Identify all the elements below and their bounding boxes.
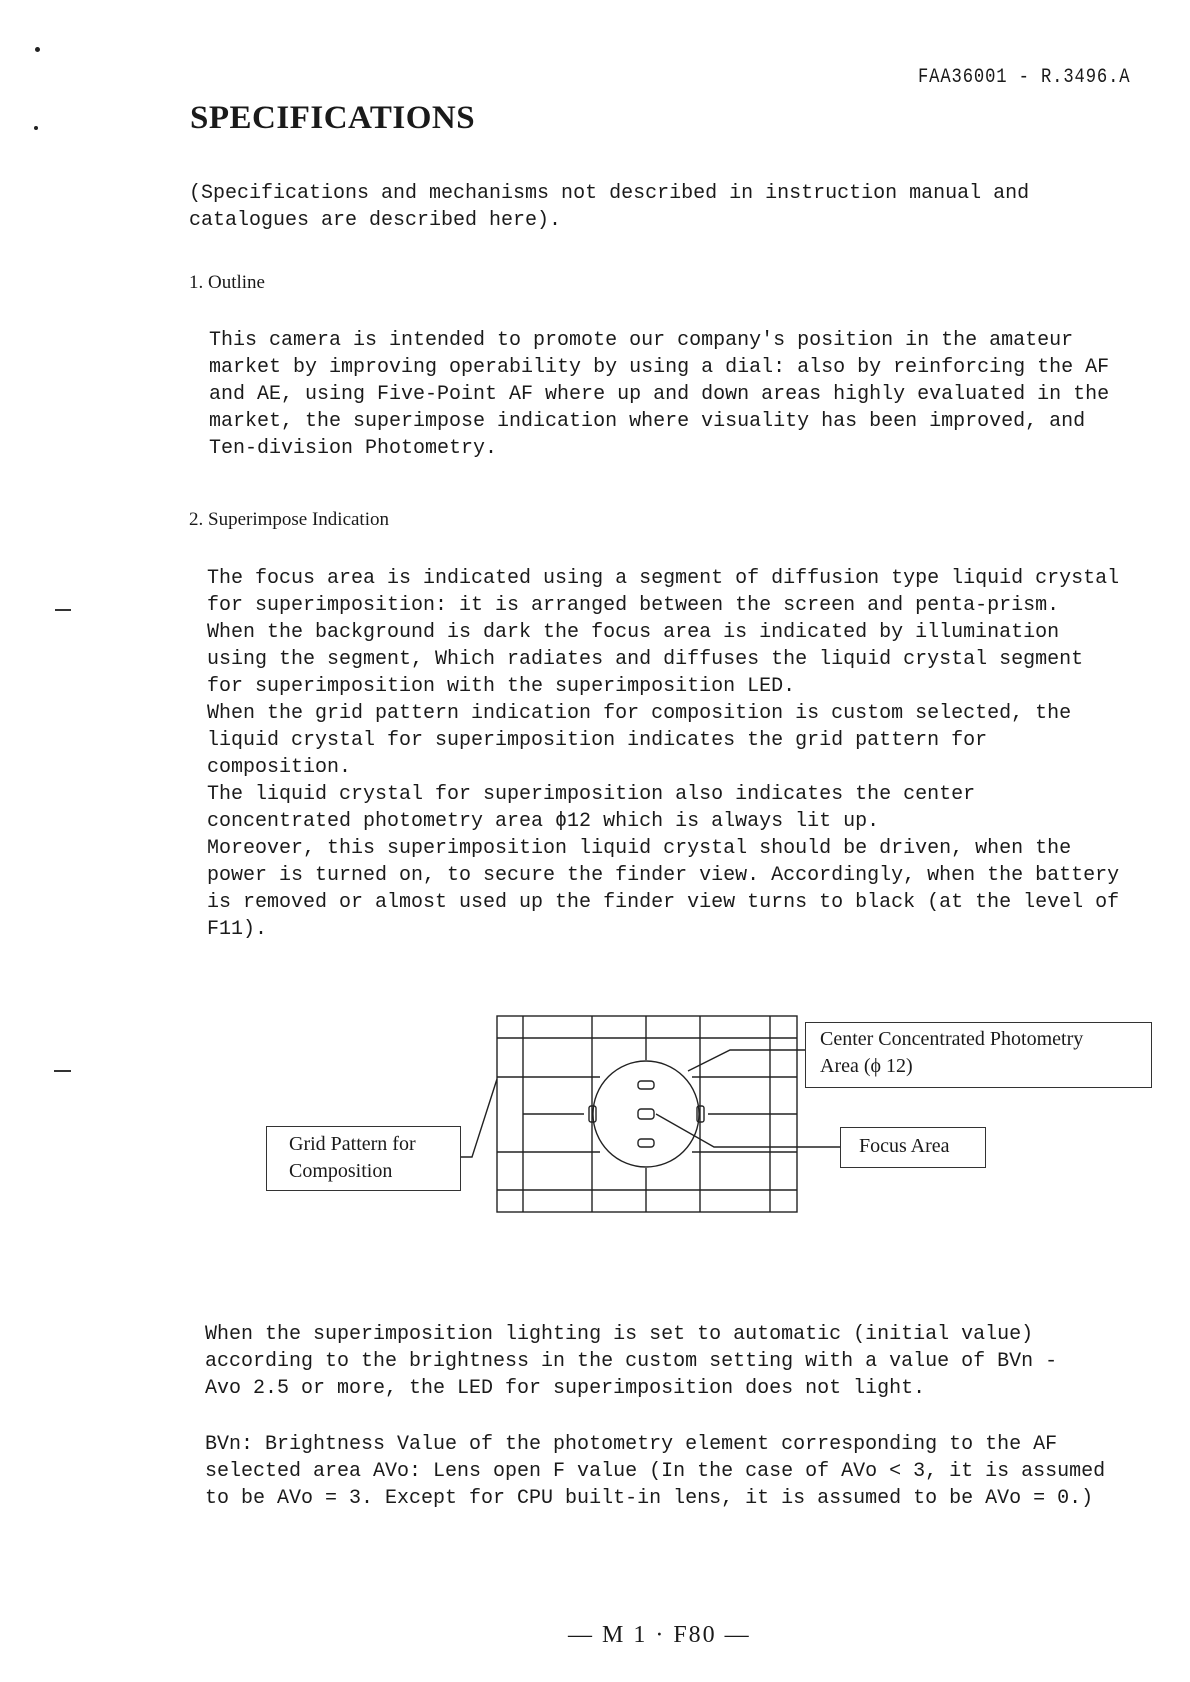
intro-text: (Specifications and mechanisms not described in instruction manual and catalogues are described here). <box>189 182 1030 232</box>
section-heading-superimpose: 2. Superimpose Indication <box>189 509 389 530</box>
superimpose-paragraph: The liquid crystal for superimposition also indicates the center concentrated photometry area ϕ12 which is always lit up. <box>207 783 976 833</box>
callout-grid-pattern <box>266 1126 461 1191</box>
superimpose-paragraph: The focus area is indicated using a segment of diffusion type liquid crystal for superimposition: it is arranged between the screen and penta-prism. <box>207 567 1120 617</box>
center-photometry-circle <box>593 1061 699 1167</box>
lighting-note: When the superimposition lighting is set to automatic (initial value) according to the brightness in the custom setting with a value of BVn - Avo 2.5 or more, the LED for superimposition does not light. <box>205 1323 1058 1400</box>
callout-grid-line2: Composition <box>289 1160 393 1182</box>
document-id: FAA36001 - R.3496.A <box>918 66 1131 89</box>
page-title: SPECIFICATIONS <box>190 100 476 136</box>
callout-center-photometry <box>805 1022 1152 1088</box>
callout-grid-line1: Grid Pattern for <box>289 1133 416 1155</box>
section-heading-outline: 1. Outline <box>189 272 265 293</box>
leader-center-photometry <box>688 1050 805 1071</box>
callout-focus-area <box>840 1127 986 1168</box>
bvn-definition: BVn: Brightness Value of the photometry element corresponding to the AF selected area AVo: Lens open F value (In the case of AVo < 3, it is assumed to be AVo = 3. Except for CPU built-in lens, it is assumed to be AVo = 0.) <box>205 1433 1106 1510</box>
page-footer: — M 1 · F80 — <box>568 1622 751 1648</box>
outline-body: This camera is intended to promote our company's position in the amateur market by improving operability by using a dial: also by reinforcing the AF and AE, using Five-Point AF where up and down areas highly evaluated in the market, the superimpose indication where visuality has been improved, and Ten-division Photometry. <box>209 329 1110 460</box>
callout-center-line1: Center Concentrated Photometry <box>820 1028 1084 1050</box>
leader-grid-pattern <box>461 1079 497 1157</box>
superimpose-paragraph: When the background is dark the focus area is indicated by illumination using the segment, Which radiates and diffuses the liquid crystal segment for superimposition with the superimposition LED. <box>207 621 1084 698</box>
superimpose-paragraph: When the grid pattern indication for composition is custom selected, the liquid crystal for superimposition indicates the grid pattern for composition. <box>207 702 1072 779</box>
callout-center-line2: Area (ϕ 12) <box>820 1055 913 1077</box>
callout-focus-label: Focus Area <box>859 1135 950 1157</box>
superimpose-paragraph: Moreover, this superimposition liquid crystal should be driven, when the power is turned on, to secure the finder view. Accordingly, when the battery is removed or almost used up the finder view turns to black (at the level of F11). <box>207 837 1120 941</box>
